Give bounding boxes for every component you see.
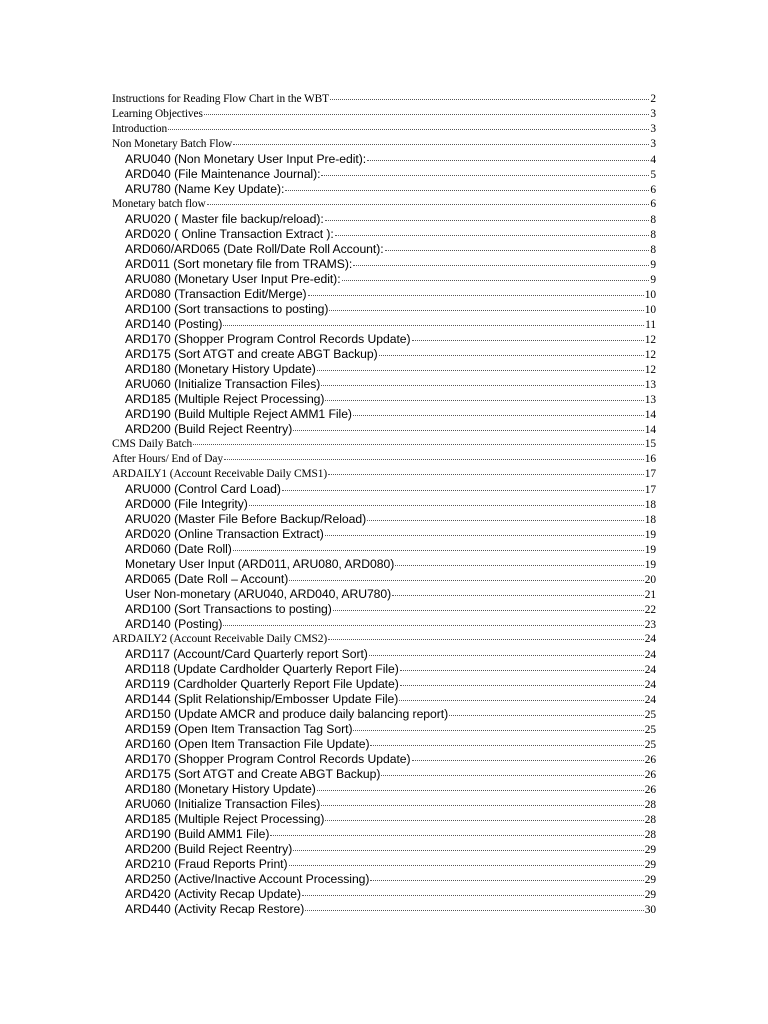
toc-entry-label: ARD119 (Cardholder Quarterly Report File Update) bbox=[125, 677, 399, 691]
toc-subentry[interactable] bbox=[112, 242, 656, 257]
toc-subentry[interactable] bbox=[112, 482, 656, 497]
dot-leader bbox=[293, 850, 643, 851]
toc-entry-label: ARD160 (Open Item Transaction File Update) bbox=[125, 737, 370, 751]
toc-subentry[interactable] bbox=[112, 692, 656, 707]
toc-entry-page-number: 3 bbox=[650, 138, 656, 150]
toc-entry-label: ARDAILY2 (Account Receivable Daily CMS2) bbox=[112, 633, 328, 645]
toc-entry-label: ARD020 ( Online Transaction Extract ): bbox=[125, 227, 334, 241]
toc-subentry[interactable] bbox=[112, 527, 656, 542]
toc-entry-label: ARD159 (Open Item Transaction Tag Sort) bbox=[125, 722, 353, 736]
toc-heading-entry[interactable] bbox=[112, 452, 656, 467]
dot-leader bbox=[353, 415, 644, 416]
toc-entry-label: ARD140 (Posting) bbox=[125, 617, 223, 631]
toc-entry-page-number: 23 bbox=[644, 619, 656, 631]
toc-entry-page-number: 26 bbox=[644, 784, 656, 796]
toc-entry-page-number: 24 bbox=[644, 664, 656, 676]
toc-subentry[interactable] bbox=[112, 542, 656, 557]
toc-subentry[interactable] bbox=[112, 167, 656, 182]
toc-heading-entry[interactable] bbox=[112, 197, 656, 212]
dot-leader bbox=[449, 715, 644, 716]
toc-entry-label: ARD180 (Monetary History Update) bbox=[125, 362, 316, 376]
toc-entry-label: ARD100 (Sort transactions to posting) bbox=[125, 302, 329, 316]
toc-entry-page-number: 19 bbox=[644, 559, 656, 571]
toc-subentry[interactable] bbox=[112, 587, 656, 602]
toc-subentry[interactable] bbox=[112, 302, 656, 317]
toc-entry-page-number: 16 bbox=[644, 453, 656, 465]
toc-entry-page-number: 13 bbox=[644, 379, 656, 391]
toc-entry-page-number: 26 bbox=[644, 769, 656, 781]
toc-subentry[interactable] bbox=[112, 152, 656, 167]
dot-leader bbox=[412, 340, 644, 341]
toc-entry-page-number: 18 bbox=[644, 499, 656, 511]
toc-subentry[interactable] bbox=[112, 677, 656, 692]
toc-entry-page-number: 12 bbox=[644, 334, 656, 346]
toc-entry-label: ARD440 (Activity Recap Restore) bbox=[125, 902, 305, 916]
dot-leader bbox=[233, 144, 649, 145]
toc-entry-label: User Non-monetary (ARU040, ARD040, ARU780) bbox=[125, 587, 392, 601]
toc-subentry[interactable] bbox=[112, 392, 656, 407]
dot-leader bbox=[367, 160, 649, 161]
dot-leader bbox=[392, 595, 644, 596]
dot-leader bbox=[412, 760, 644, 761]
toc-entry-page-number: 28 bbox=[644, 799, 656, 811]
toc-entry-label: ARD060 (Date Roll) bbox=[125, 542, 232, 556]
toc-subentry[interactable] bbox=[112, 902, 656, 917]
dot-leader bbox=[329, 310, 643, 311]
toc-entry-page-number: 19 bbox=[644, 529, 656, 541]
toc-entry-page-number: 29 bbox=[644, 874, 656, 886]
toc-entry-label: Monetary batch flow bbox=[112, 198, 206, 210]
toc-heading-entry[interactable] bbox=[112, 92, 656, 107]
toc-entry-page-number: 30 bbox=[644, 904, 656, 916]
dot-leader bbox=[370, 745, 643, 746]
toc-entry-label: Introduction bbox=[112, 123, 168, 135]
toc-entry-page-number: 14 bbox=[644, 409, 656, 421]
toc-entry-page-number: 3 bbox=[650, 108, 656, 120]
toc-subentry[interactable] bbox=[112, 752, 656, 767]
dot-leader bbox=[302, 895, 644, 896]
toc-entry-label: ARD175 (Sort ATGT and create ABGT Backup) bbox=[125, 347, 378, 361]
dot-leader bbox=[270, 835, 643, 836]
dot-leader bbox=[207, 204, 650, 205]
toc-subentry[interactable] bbox=[112, 662, 656, 677]
dot-leader bbox=[325, 400, 643, 401]
toc-subentry[interactable] bbox=[112, 722, 656, 737]
toc-entry-label: ARD170 (Shopper Program Control Records Update) bbox=[125, 332, 411, 346]
toc-subentry[interactable] bbox=[112, 407, 656, 422]
toc-entry-label: Instructions for Reading Flow Chart in the WBT bbox=[112, 93, 329, 105]
toc-entry-page-number: 24 bbox=[644, 694, 656, 706]
dot-leader bbox=[328, 639, 644, 640]
toc-entry-page-number: 24 bbox=[644, 649, 656, 661]
toc-entry-page-number: 20 bbox=[644, 574, 656, 586]
toc-entry-label: After Hours/ End of Day bbox=[112, 453, 223, 465]
dot-leader bbox=[342, 280, 650, 281]
toc-entry-page-number: 15 bbox=[644, 438, 656, 450]
dot-leader bbox=[289, 580, 643, 581]
dot-leader bbox=[353, 265, 649, 266]
toc-entry-label: ARD118 (Update Cardholder Quarterly Report File) bbox=[125, 662, 399, 676]
toc-entry-label: ARD065 (Date Roll – Account) bbox=[125, 572, 289, 586]
toc-entry-page-number: 3 bbox=[650, 123, 656, 135]
dot-leader bbox=[282, 490, 644, 491]
toc-entry-page-number: 11 bbox=[645, 319, 656, 331]
toc-subentry[interactable] bbox=[112, 212, 656, 227]
toc-entry-page-number: 26 bbox=[644, 754, 656, 766]
dot-leader bbox=[204, 114, 650, 115]
toc-entry-page-number: 9 bbox=[650, 259, 656, 271]
toc-entry-page-number: 8 bbox=[650, 244, 656, 256]
toc-heading-entry[interactable] bbox=[112, 467, 656, 482]
toc-entry-label: Monetary User Input (ARD011, ARU080, ARD080) bbox=[125, 557, 395, 571]
toc-entry-label: ARD080 (Transaction Edit/Merge) bbox=[125, 287, 307, 301]
dot-leader bbox=[333, 610, 644, 611]
toc-entry-label: ARD190 (Build AMM1 File) bbox=[125, 827, 270, 841]
toc-entry-page-number: 24 bbox=[644, 633, 656, 645]
dot-leader bbox=[249, 505, 644, 506]
dot-leader bbox=[325, 220, 650, 221]
dot-leader bbox=[233, 550, 644, 551]
toc-entry-label: ARU020 ( Master file backup/reload): bbox=[125, 212, 324, 226]
toc-entry-label: ARD250 (Active/Inactive Account Processing) bbox=[125, 872, 370, 886]
toc-subentry[interactable] bbox=[112, 857, 656, 872]
dot-leader bbox=[353, 730, 643, 731]
toc-heading-entry[interactable] bbox=[112, 107, 656, 122]
toc-entry-label: ARD200 (Build Reject Reentry) bbox=[125, 842, 293, 856]
toc-heading-entry[interactable] bbox=[112, 437, 656, 452]
toc-entry-label: ARD000 (File Integrity) bbox=[125, 497, 248, 511]
toc-entry-label: Non Monetary Batch Flow bbox=[112, 138, 233, 150]
dot-leader bbox=[367, 520, 644, 521]
dot-leader bbox=[223, 325, 644, 326]
toc-entry-label: ARD185 (Multiple Reject Processing) bbox=[125, 812, 325, 826]
dot-leader bbox=[400, 670, 644, 671]
toc-entry-page-number: 29 bbox=[644, 889, 656, 901]
toc-entry-label: ARU000 (Control Card Load) bbox=[125, 482, 281, 496]
dot-leader bbox=[321, 175, 649, 176]
toc-subentry[interactable] bbox=[112, 287, 656, 302]
dot-leader bbox=[370, 880, 643, 881]
toc-subentry[interactable] bbox=[112, 377, 656, 392]
toc-entry-label: ARU040 (Non Monetary User Input Pre-edit): bbox=[125, 152, 367, 166]
toc-subentry[interactable] bbox=[112, 707, 656, 722]
toc-entry-page-number: 28 bbox=[644, 829, 656, 841]
dot-leader bbox=[193, 444, 644, 445]
toc-subentry[interactable] bbox=[112, 887, 656, 902]
toc-entry-label: ARD117 (Account/Card Quarterly report Sort) bbox=[125, 647, 368, 661]
toc-subentry[interactable] bbox=[112, 797, 656, 812]
toc-subentry[interactable] bbox=[112, 647, 656, 662]
toc-entry-label: ARD060/ARD065 (Date Roll/Date Roll Account): bbox=[125, 242, 384, 256]
dot-leader bbox=[305, 910, 643, 911]
toc-entry-page-number: 17 bbox=[644, 468, 656, 480]
dot-leader bbox=[328, 474, 644, 475]
dot-leader bbox=[381, 775, 643, 776]
dot-leader bbox=[335, 235, 650, 236]
dot-leader bbox=[285, 190, 649, 191]
dot-leader bbox=[385, 250, 650, 251]
toc-entry-label: ARU780 (Name Key Update): bbox=[125, 182, 285, 196]
toc-entry-page-number: 10 bbox=[644, 304, 656, 316]
toc-entry-label: ARD040 (File Maintenance Journal): bbox=[125, 167, 321, 181]
toc-entry-page-number: 17 bbox=[644, 484, 656, 496]
toc-subentry[interactable] bbox=[112, 347, 656, 362]
toc-entry-label: ARD100 (Sort Transactions to posting) bbox=[125, 602, 332, 616]
toc-subentry[interactable] bbox=[112, 332, 656, 347]
toc-entry-page-number: 12 bbox=[644, 349, 656, 361]
toc-subentry[interactable] bbox=[112, 362, 656, 377]
toc-entry-label: ARD150 (Update AMCR and produce daily balancing report) bbox=[125, 707, 449, 721]
dot-leader bbox=[308, 295, 644, 296]
dot-leader bbox=[289, 865, 644, 866]
toc-subentry[interactable] bbox=[112, 827, 656, 842]
dot-leader bbox=[325, 820, 643, 821]
toc-heading-entry[interactable] bbox=[112, 632, 656, 647]
dot-leader bbox=[325, 535, 644, 536]
toc-entry-page-number: 29 bbox=[644, 844, 656, 856]
dot-leader bbox=[168, 129, 649, 130]
toc-entry-label: ARDAILY1 (Account Receivable Daily CMS1) bbox=[112, 468, 328, 480]
toc-entry-page-number: 19 bbox=[644, 544, 656, 556]
toc-subentry[interactable] bbox=[112, 317, 656, 332]
toc-entry-page-number: 25 bbox=[644, 709, 656, 721]
toc-subentry[interactable] bbox=[112, 737, 656, 752]
toc-entry-page-number: 18 bbox=[644, 514, 656, 526]
toc-entry-label: ARD200 (Build Reject Reentry) bbox=[125, 422, 293, 436]
toc-entry-page-number: 14 bbox=[644, 424, 656, 436]
toc-entry-label: ARD020 (Online Transaction Extract) bbox=[125, 527, 324, 541]
toc-entry-page-number: 12 bbox=[644, 364, 656, 376]
toc-subentry[interactable] bbox=[112, 872, 656, 887]
toc-entry-label: ARU020 (Master File Before Backup/Reload) bbox=[125, 512, 367, 526]
dot-leader bbox=[400, 685, 644, 686]
toc-subentry[interactable] bbox=[112, 602, 656, 617]
dot-leader bbox=[330, 99, 649, 100]
toc-entry-page-number: 28 bbox=[644, 814, 656, 826]
toc-entry-page-number: 22 bbox=[644, 604, 656, 616]
toc-entry-label: ARD011 (Sort monetary file from TRAMS): bbox=[125, 257, 353, 271]
toc-subentry[interactable] bbox=[112, 782, 656, 797]
toc-entry-label: ARD185 (Multiple Reject Processing) bbox=[125, 392, 325, 406]
toc-entry-page-number: 6 bbox=[650, 184, 656, 196]
toc-entry-page-number: 13 bbox=[644, 394, 656, 406]
dot-leader bbox=[379, 355, 644, 356]
toc-entry-page-number: 25 bbox=[644, 724, 656, 736]
toc-entry-page-number: 10 bbox=[644, 289, 656, 301]
dot-leader bbox=[317, 370, 644, 371]
toc-entry-page-number: 9 bbox=[650, 274, 656, 286]
toc-entry-page-number: 8 bbox=[650, 214, 656, 226]
toc-entry-label: ARD180 (Monetary History Update) bbox=[125, 782, 316, 796]
table-of-contents bbox=[112, 92, 656, 917]
toc-entry-page-number: 2 bbox=[650, 93, 656, 105]
toc-subentry[interactable] bbox=[112, 422, 656, 437]
toc-heading-entry[interactable] bbox=[112, 122, 656, 137]
toc-subentry[interactable] bbox=[112, 257, 656, 272]
dot-leader bbox=[293, 430, 643, 431]
toc-entry-label: CMS Daily Batch bbox=[112, 438, 193, 450]
dot-leader bbox=[224, 459, 644, 460]
toc-subentry[interactable] bbox=[112, 617, 656, 632]
toc-entry-page-number: 4 bbox=[650, 154, 656, 166]
toc-entry-page-number: 5 bbox=[650, 169, 656, 181]
toc-entry-page-number: 8 bbox=[650, 229, 656, 241]
dot-leader bbox=[321, 805, 643, 806]
dot-leader bbox=[399, 700, 643, 701]
toc-subentry[interactable] bbox=[112, 497, 656, 512]
toc-entry-page-number: 24 bbox=[644, 679, 656, 691]
toc-entry-label: ARD420 (Activity Recap Update) bbox=[125, 887, 301, 901]
dot-leader bbox=[223, 625, 643, 626]
toc-subentry[interactable] bbox=[112, 842, 656, 857]
toc-entry-label: ARD170 (Shopper Program Control Records Update) bbox=[125, 752, 411, 766]
toc-entry-label: ARU060 (Initialize Transaction Files) bbox=[125, 377, 321, 391]
toc-subentry[interactable] bbox=[112, 227, 656, 242]
dot-leader bbox=[321, 385, 643, 386]
toc-entry-page-number: 25 bbox=[644, 739, 656, 751]
toc-entry-page-number: 6 bbox=[650, 198, 656, 210]
toc-entry-label: ARD190 (Build Multiple Reject AMM1 File) bbox=[125, 407, 352, 421]
toc-subentry[interactable] bbox=[112, 812, 656, 827]
toc-entry-page-number: 29 bbox=[644, 859, 656, 871]
toc-entry-label: ARD144 (Split Relationship/Embosser Update File) bbox=[125, 692, 399, 706]
dot-leader bbox=[317, 790, 644, 791]
dot-leader bbox=[369, 655, 644, 656]
toc-entry-label: ARU080 (Monetary User Input Pre-edit): bbox=[125, 272, 341, 286]
toc-subentry[interactable] bbox=[112, 272, 656, 287]
toc-entry-label: Learning Objectives bbox=[112, 108, 203, 120]
toc-subentry[interactable] bbox=[112, 767, 656, 782]
toc-entry-label: ARD175 (Sort ATGT and Create ABGT Backup) bbox=[125, 767, 381, 781]
toc-entry-label: ARU060 (Initialize Transaction Files) bbox=[125, 797, 321, 811]
toc-subentry[interactable] bbox=[112, 512, 656, 527]
dot-leader bbox=[395, 565, 643, 566]
toc-heading-entry[interactable] bbox=[112, 137, 656, 152]
toc-entry-label: ARD210 (Fraud Reports Print) bbox=[125, 857, 288, 871]
toc-subentry[interactable] bbox=[112, 572, 656, 587]
toc-subentry[interactable] bbox=[112, 557, 656, 572]
toc-subentry[interactable] bbox=[112, 182, 656, 197]
toc-entry-label: ARD140 (Posting) bbox=[125, 317, 223, 331]
toc-entry-page-number: 21 bbox=[644, 589, 656, 601]
